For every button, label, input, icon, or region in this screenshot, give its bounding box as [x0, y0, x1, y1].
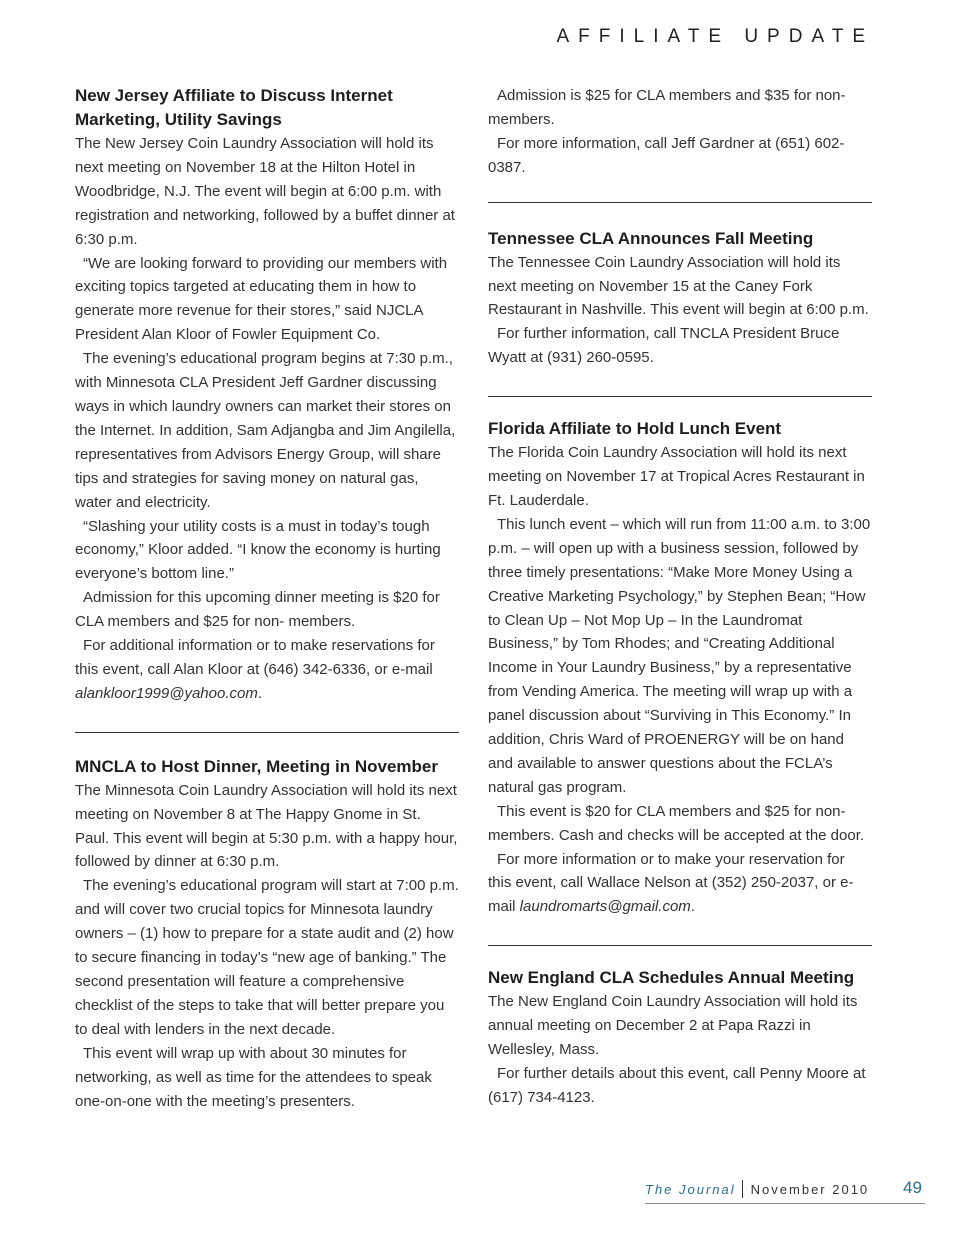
article-title: New England CLA Schedules Annual Meeting	[488, 968, 855, 988]
article-title: MNCLA to Host Dinner, Meeting in November	[75, 756, 439, 776]
email-address: alankloor1999@yahoo.com	[75, 684, 258, 702]
contact-end: .	[257, 684, 263, 702]
article-paragraph: The New England Coin Laundry Association will hold its annual meeting on December 2 at Papa Razzi in Wellesley, Mass.	[488, 993, 858, 1059]
section-divider	[488, 945, 872, 946]
contact-end: .	[690, 898, 695, 916]
article-paragraph: For further information, call TNCLA President Bruce Wyatt at (931) 260-0595.	[488, 325, 840, 367]
publication-name: The Journal	[645, 1182, 736, 1197]
article-paragraph: The Tennessee Coin Laundry Association will hold its next meeting on November 15 at the Caney Fork Restaurant in Nashville. This event will begin at 6:00 p.m.	[488, 253, 869, 319]
article-paragraph: This event will wrap up with about 30 minutes for networking, as well as time for the attendees to speak one-on-one with the meeting’s presenters.	[75, 1044, 432, 1110]
contact-text: For additional information or to make reservations for this event, call Alan Kloor at (646) 342-6336, or e-mail	[75, 637, 435, 678]
issue-date: November 2010	[750, 1182, 870, 1197]
page-number: 49	[903, 1178, 922, 1197]
article-mncla	[75, 755, 459, 1114]
article-paragraph: Admission for this upcoming dinner meeting is $20 for CLA members and $25 for non- members.	[75, 589, 440, 631]
right-column	[488, 84, 872, 1110]
article-paragraph: This event is $20 for CLA members and $25 for non-members. Cash and checks will be accepted at the door.	[488, 802, 865, 844]
article-new-england	[488, 966, 872, 1110]
article-paragraph: The Florida Coin Laundry Association will hold its next meeting on November 17 at Tropical Acres Restaurant in Ft. Lauderdale.	[488, 444, 865, 509]
left-column	[75, 84, 459, 1113]
article-mncla-continued	[488, 84, 872, 180]
article-title: New Jersey Affiliate to Discuss Internet Marketing, Utility Savings	[75, 86, 393, 129]
article-paragraph: For more information, call Jeff Gardner at (651) 602-0387.	[488, 134, 845, 176]
article-paragraph: The Minnesota Coin Laundry Association will hold its next meeting on November 8 at The Happy Gnome in St. Paul. This event will begin at 5:30 p.m. with a happy hour, followed by dinner at 6:30 p.m.	[75, 781, 458, 871]
page-footer	[645, 1180, 925, 1198]
article-paragraph: This lunch event – which will run from 11:00 a.m. to 3:00 p.m. – will open up with a business session, followed by three timely presentations: “Make More Money Using a Creative Marketing Psychology,” by Stephen Bean; “How to Clean Up – Not Mop Up – In the Laundromat Business,” by Tom Rhodes; and “Creating Additional Income in Your Laundry Business,” by a representative from Vending America. The meeting will wrap up with a panel discussion about “Surviving in This Economy.” In addition, Chris Ward of PROENERGY will be on hand and available to answer questions about the FCLA’s natural gas program.	[488, 515, 871, 796]
article-paragraph: “We are looking forward to providing our members with exciting topics targeted at educating them in how to generate more revenue for their stores,” said NJCLA President Alan Kloor of Fowler Equipment Co.	[75, 254, 448, 344]
email-address: laundromarts@gmail.com	[519, 898, 691, 916]
article-new-jersey	[75, 84, 459, 706]
contact-text: For more information or to make your reservation for this event, call Wallace Nelson at (352) 250-2037, or e-mail	[488, 850, 854, 916]
article-title: Tennessee CLA Announces Fall Meeting	[488, 228, 814, 248]
article-paragraph: The New Jersey Coin Laundry Association will hold its next meeting on November 18 at the Hilton Hotel in Woodbridge, N.J. The event will begin at 6:00 p.m. with registration and networking, followed by a buffet dinner at 6:30 p.m.	[75, 135, 455, 248]
article-paragraph: The evening’s educational program will start at 7:00 p.m. and will cover two crucial topics for Minnesota laundry owners – (1) how to prepare for a state audit and (2) how to secure financing in today’s “new age of banking.” The second presentation will feature a comprehensive checklist of the steps to take that will better prepare you to deal with lenders in the next decade.	[75, 877, 459, 1038]
article-paragraph: The evening’s educational program begins at 7:30 p.m., with Minnesota CLA President Jeff Gardner discussing ways in which laundry owners can market their stores on the Internet. In addition, Sam Adjangba and Jim Angilella, representatives from Advisors Energy Group, will share tips and strategies for saving money on natural gas, water and electricity.	[75, 350, 456, 511]
article-paragraph: For further details about this event, call Penny Moore at (617) 734-4123.	[488, 1065, 866, 1106]
article-contact-paragraph	[488, 848, 872, 920]
article-title: Florida Affiliate to Hold Lunch Event	[488, 419, 782, 439]
section-header: AFFILIATE UPDATE	[556, 26, 874, 47]
article-tennessee	[488, 227, 872, 371]
footer-rule	[645, 1203, 925, 1204]
article-florida	[488, 417, 872, 919]
article-contact-paragraph	[75, 634, 459, 706]
section-divider	[488, 202, 872, 203]
section-divider	[488, 396, 872, 397]
footer-separator	[742, 1180, 743, 1198]
section-divider	[75, 732, 459, 733]
article-paragraph: “Slashing your utility costs is a must in today’s tough economy,” Kloor added. “I know the economy is hurting everyone’s bottom line.”	[75, 517, 441, 583]
article-paragraph: Admission is $25 for CLA members and $35 for non-members.	[488, 87, 846, 128]
